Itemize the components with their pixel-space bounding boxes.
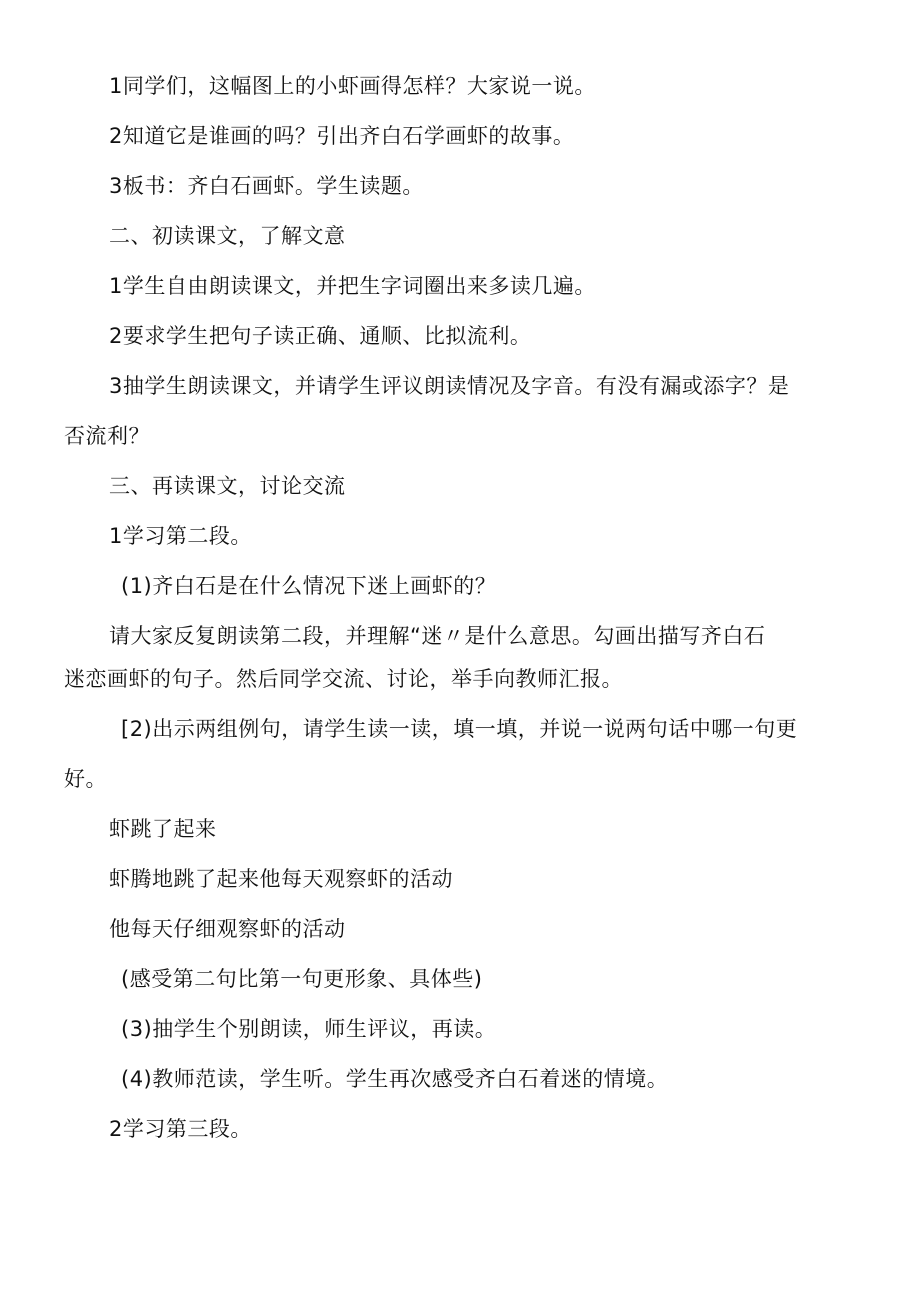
text-line: [2)出示两组例句，请学生读一读，填一填，并说一说两句话中哪一句更 [121,717,798,741]
text-line: 1学习第二段。 [109,524,252,548]
text-line: (4)教师范读，学生听。学生再次感受齐白石着迷的情境。 [121,1067,669,1091]
section-heading: 三、再读课文，讨论交流 [109,474,346,498]
example-sentence: 他每天仔细观察虾的活动 [109,917,346,941]
text-line: 迷恋画虾的句子。然后同学交流、讨论，举手向教师汇报。 [64,667,623,691]
text-line: 2要求学生把句子读正确、通顺、比拟流利。 [109,324,532,348]
text-line: (3)抽学生个别朗读，师生评议，再读。 [121,1017,497,1041]
section-heading: 二、初读课文，了解文意 [109,224,346,248]
text-line: 3板书：齐白石画虾。学生读题。 [109,174,424,198]
example-sentence: 虾腾地跳了起来他每天观察虾的活动 [109,867,453,891]
text-line: (感受第二句比第一句更形象、具体些) [121,967,483,991]
text-line: 1同学们，这幅图上的小虾画得怎样？大家说一说。 [109,74,596,98]
text-line: 否流利？ [64,424,150,448]
text-line: 好。 [64,767,107,791]
text-line: 3抽学生朗读课文，并请学生评议朗读情况及字音。有没有漏或添字？是 [109,374,790,398]
text-line: (1)齐白石是在什么情况下迷上画虾的？ [121,574,497,598]
text-line: 请大家反复朗读第二段，并理解“迷〃是什么意思。勾画出描写齐白石 [109,624,766,648]
example-sentence: 虾跳了起来 [109,817,217,841]
text-line: 1学生自由朗读课文，并把生字词圈出来多读几遍。 [109,274,596,298]
text-line: 2知道它是谁画的吗？引出齐白石学画虾的故事。 [109,124,575,148]
text-line: 2学习第三段。 [109,1117,252,1141]
